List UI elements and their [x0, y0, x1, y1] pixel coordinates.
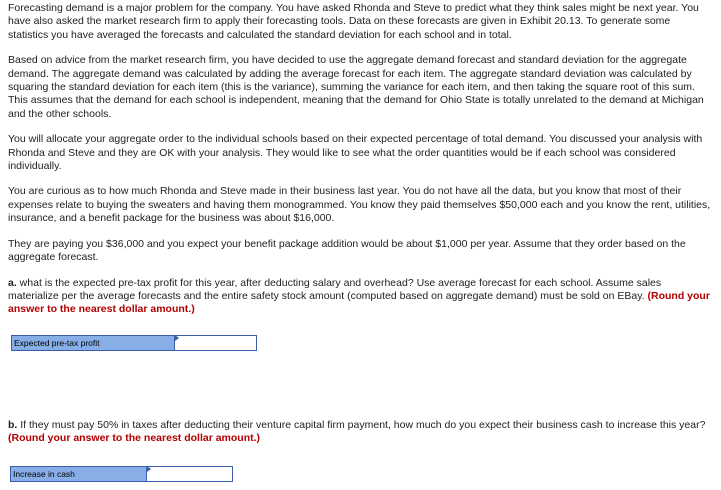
question-b-prefix: b. — [8, 419, 18, 431]
input-marker-icon — [147, 466, 151, 472]
answer-row-increase-cash — [10, 466, 233, 482]
question-b — [8, 419, 712, 446]
paragraph-forecasting: Forecasting demand is a major problem for the company. You have asked Rhonda and Steve to predict what they think sales might be next year. You have also asked the market research firm to apply their forecasting tools. Data on these forecasts are given in Exhibit 20.13. To generate some statistics you have averaged the forecasts and calculated the standard deviation for each school and in total. — [8, 2, 699, 41]
increase-cash-label: Increase in cash — [10, 466, 147, 482]
answer-row-pretax-profit — [11, 335, 257, 351]
problem-content — [8, 2, 712, 329]
paragraph-expenses: You are curious as to how much Rhonda and Steve made in their business last year. You do not have all the data, but you know that most of their expenses relate to buying the sweaters and having them monogrammed. You know they paid themselves $50,000 each and you know the rent, utilities, insurance, and a benefit package for the business was about $16,000. — [8, 185, 711, 225]
question-a-prefix: a. — [8, 276, 17, 289]
pretax-profit-input[interactable] — [175, 335, 257, 351]
input-marker-icon — [175, 335, 179, 341]
question-b-instruction: (Round your answer to the nearest dollar amount.) — [8, 432, 261, 445]
paragraph-allocation: You will allocate your aggregate order to the individual schools based on their expected percentage of total demand. You discussed your analysis with Rhonda and Steve and they are OK with your analysis. They would like to see what the order quantities would be if each school was considered individually. — [8, 133, 703, 173]
question-b-text: If they must pay 50% in taxes after deducting their venture capital firm payment, how much do you expect their business cash to increase this year? — [17, 419, 706, 431]
increase-cash-input[interactable] — [147, 466, 233, 482]
pretax-profit-label: Expected pre-tax profit — [11, 335, 175, 351]
question-b-block — [8, 419, 712, 458]
question-a — [8, 277, 712, 317]
question-a-text: what is the expected pre-tax profit for this year, after deducting salary and overhead? Use average forecast for each school. Assume sales materialize per the average forecasts and the entire safety stock amount (computed based on aggregate demand) must be sold on EBay. — [8, 276, 662, 302]
paragraph-salary: They are paying you $36,000 and you expect your benefit package addition would be about $1,000 per year. Assume that they order based on the aggregate forecast. — [8, 237, 686, 264]
question-a-instruction: (Round your answer to the nearest dollar amount.) — [8, 289, 710, 316]
paragraph-aggregate-demand: Based on advice from the market research firm, you have decided to use the aggregate demand forecast and standard deviation for the aggregate demand. The aggregate demand was calculated by adding the average forecast for each item. The aggregate standard deviation was calculated by squaring the standard deviation for each item (this is the variance), summing the variance for each item, and then taking the square root of this sum. This assumes that the demand for each school is independent, meaning that the demand for Ohio State is totally unrelated to the demand at Michigan and the other schools. — [8, 54, 704, 120]
